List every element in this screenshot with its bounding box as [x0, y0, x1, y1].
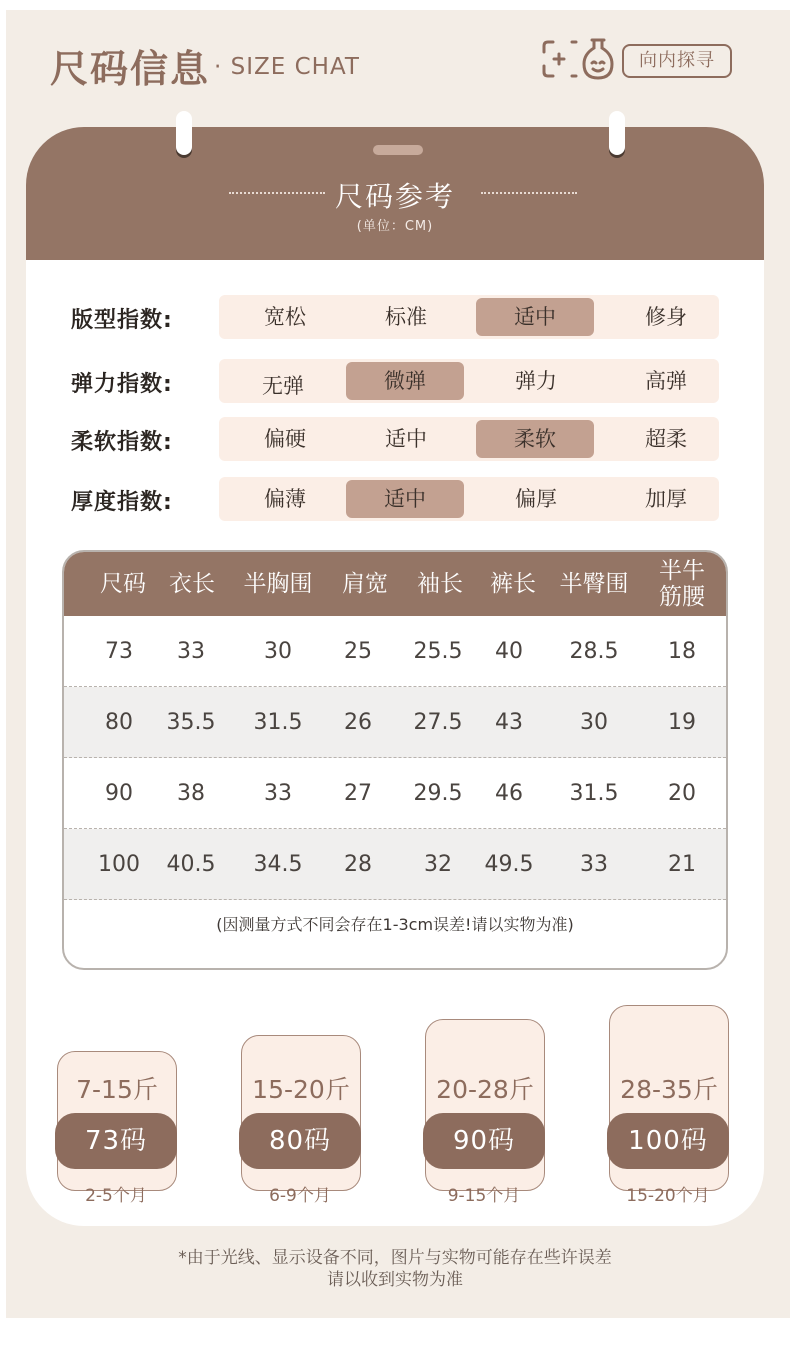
size-pill: 73码 — [55, 1113, 177, 1169]
page-title: 尺码信息 — [50, 47, 211, 91]
table-cell: 31.5 — [569, 781, 619, 806]
weight-range: 28-35斤 — [620, 1075, 718, 1104]
table-cell: 43 — [495, 710, 523, 735]
age-range: 15-20个月 — [626, 1186, 710, 1206]
age-range: 9-15个月 — [447, 1186, 521, 1206]
table-cell: 25 — [344, 639, 372, 664]
softness-index-row — [71, 417, 721, 461]
table-cell: 26 — [344, 710, 372, 735]
table-row — [64, 687, 726, 758]
stretch-index-row — [71, 359, 721, 403]
stretch-option-slight: 微弹 — [346, 362, 464, 400]
weight-range: 20-28斤 — [436, 1075, 534, 1104]
softness-option-soft: 柔软 — [476, 420, 594, 458]
table-row — [64, 616, 726, 687]
column-header: 衣长 — [169, 571, 215, 597]
table-cell: 34.5 — [253, 852, 303, 877]
softness-option-moderate: 适中 — [385, 427, 427, 451]
table-note: (因测量方式不同会存在1-3cm误差!请以实物为准) — [216, 915, 574, 934]
fit-option-standard: 标准 — [385, 305, 427, 329]
table-cell: 90 — [105, 781, 133, 806]
table-cell: 33 — [580, 852, 608, 877]
table-cell: 21 — [668, 852, 696, 877]
table-cell: 29.5 — [413, 781, 463, 806]
fit-index-row — [71, 295, 721, 339]
size-pill: 100码 — [607, 1113, 729, 1169]
column-header: 裤长 — [490, 571, 536, 597]
table-cell: 28.5 — [569, 639, 619, 664]
thickness-option-thin: 偏薄 — [264, 487, 306, 511]
column-header: 半胸围 — [243, 571, 313, 597]
table-cell: 32 — [424, 852, 452, 877]
table-cell: 31.5 — [253, 710, 303, 735]
table-cell: 80 — [105, 710, 133, 735]
thickness-index-options — [219, 477, 719, 521]
table-cell: 35.5 — [166, 710, 216, 735]
softness-index-label: 柔软指数: — [71, 430, 173, 455]
table-cell: 20 — [668, 781, 696, 806]
explore-button[interactable]: 向内探寻 — [622, 44, 732, 78]
page-subtitle: · SIZE CHAT — [214, 54, 360, 80]
thickness-option-moderate: 适中 — [346, 480, 464, 518]
fit-option-moderate: 适中 — [476, 298, 594, 336]
table-cell: 27 — [344, 781, 372, 806]
softness-index-options — [219, 417, 719, 461]
column-header: 袖长 — [417, 571, 463, 597]
stretch-option-high: 高弹 — [645, 369, 687, 393]
size-pill: 90码 — [423, 1113, 545, 1169]
table-cell: 30 — [580, 710, 608, 735]
thickness-index-row — [71, 477, 721, 521]
footer-disclaimer: *由于光线、显示设备不同，图片与实物可能存在些许误差 — [178, 1248, 612, 1268]
stretch-index-label: 弹力指数: — [71, 372, 173, 397]
column-header: 半牛筋腰 — [659, 558, 705, 610]
card-handle — [373, 145, 423, 155]
table-cell: 40 — [495, 639, 523, 664]
fit-option-loose: 宽松 — [264, 305, 306, 329]
fit-index-options — [219, 295, 719, 339]
fit-index-label: 版型指数: — [71, 308, 173, 333]
table-cell: 73 — [105, 639, 133, 664]
thickness-option-extra: 加厚 — [645, 487, 687, 511]
card-header — [26, 127, 764, 260]
size-table-header — [64, 552, 726, 616]
scan-face-icon — [540, 36, 620, 84]
table-cell: 28 — [344, 852, 372, 877]
table-cell: 38 — [177, 781, 205, 806]
bottom-gap — [0, 1318, 790, 1346]
stretch-option-stretch: 弹力 — [515, 369, 557, 393]
column-header: 肩宽 — [342, 571, 388, 597]
table-cell: 100 — [98, 852, 140, 877]
table-cell: 18 — [668, 639, 696, 664]
table-cell: 19 — [668, 710, 696, 735]
footer-disclaimer-line2: 请以收到实物为准 — [327, 1270, 463, 1290]
table-cell: 49.5 — [484, 852, 534, 877]
thickness-index-label: 厚度指数: — [71, 490, 173, 515]
table-cell: 33 — [177, 639, 205, 664]
table-cell: 46 — [495, 781, 523, 806]
binder-ring-left — [176, 111, 192, 155]
fit-option-slim: 修身 — [645, 305, 687, 329]
table-row — [64, 758, 726, 829]
table-row — [64, 829, 726, 900]
table-cell: 25.5 — [413, 639, 463, 664]
table-cell: 40.5 — [166, 852, 216, 877]
table-cell: 30 — [264, 639, 292, 664]
stretch-index-options — [219, 359, 719, 403]
softness-option-ultra: 超柔 — [645, 427, 687, 451]
weight-range: 7-15斤 — [76, 1075, 158, 1104]
size-pill: 80码 — [239, 1113, 361, 1169]
reference-unit: (单位：CM) — [356, 219, 434, 234]
header-icons — [540, 36, 620, 84]
table-cell: 33 — [264, 781, 292, 806]
table-cell: 27.5 — [413, 710, 463, 735]
age-range: 2-5个月 — [85, 1186, 147, 1206]
binder-ring-right — [609, 111, 625, 155]
weight-range: 15-20斤 — [252, 1075, 350, 1104]
reference-title: 尺码参考 — [334, 180, 455, 213]
column-header: 半臀围 — [559, 571, 629, 597]
stretch-option-none: 无弹 — [262, 374, 304, 398]
size-table — [62, 550, 728, 970]
thickness-option-thick: 偏厚 — [515, 487, 557, 511]
age-range: 6-9个月 — [269, 1186, 331, 1206]
softness-option-hard: 偏硬 — [264, 427, 306, 451]
column-header: 尺码 — [100, 571, 146, 597]
